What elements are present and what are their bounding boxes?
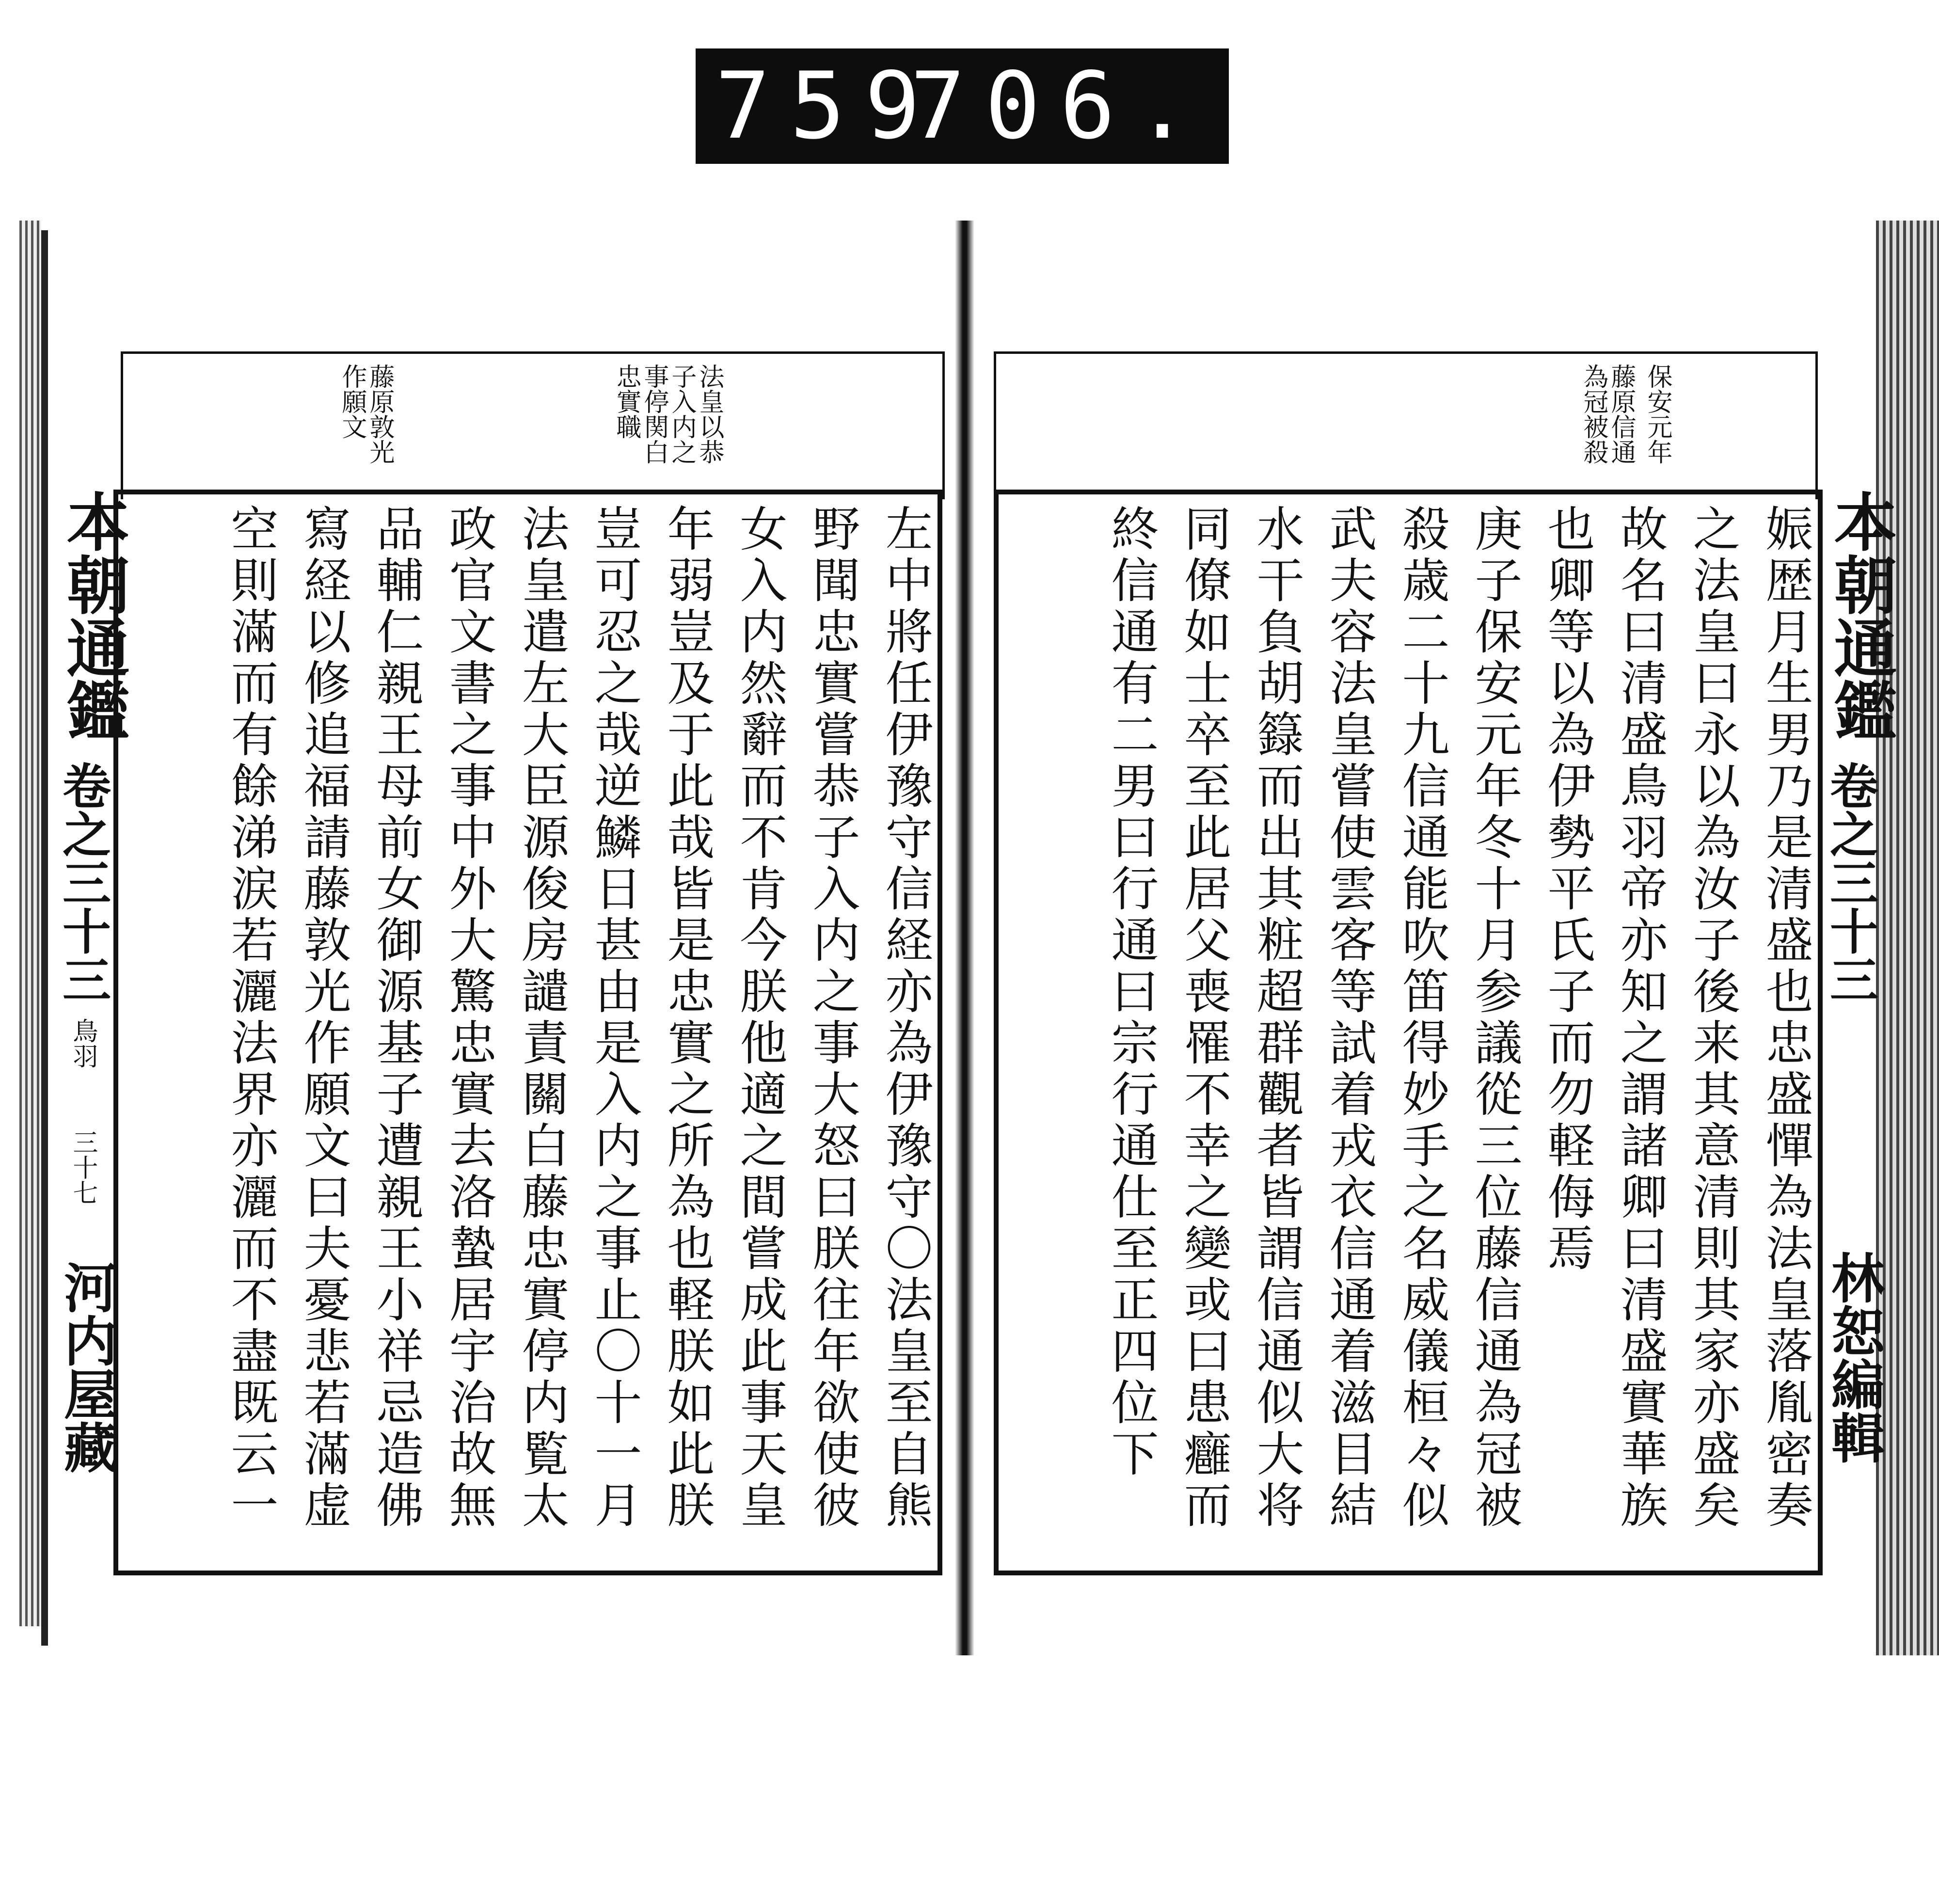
left-column-3: 女入内然辭而不肯今朕他適之間嘗成此事天皇 bbox=[732, 504, 787, 1532]
left-column-2: 野聞忠實嘗恭子入内之事大怒曰朕往年欲使彼 bbox=[805, 504, 860, 1532]
left-column-1: 左中將任伊豫守信経亦為伊豫守〇法皇至自熊 bbox=[877, 504, 933, 1532]
left-column-8: 品輔仁親王母前女御源基子遭親王小祥忌造佛 bbox=[368, 504, 424, 1532]
right-column-10: 終信通有二男曰行通曰宗行通仕至正四位下 bbox=[1103, 504, 1159, 1480]
right-headnote-box bbox=[994, 351, 1818, 499]
right-column-8: 水干負胡籙而出其粧超群觀者皆謂信通似大将 bbox=[1249, 504, 1304, 1532]
right-headnote-1a: 保安元年 bbox=[1643, 364, 1672, 464]
left-margin-section: 鳥羽 bbox=[68, 1018, 97, 1068]
left-margin-strip bbox=[48, 490, 130, 1575]
right-headnote-2a: 藤原信通 bbox=[1606, 364, 1636, 464]
left-column-6: 法皇遣左大臣源俊房譴責關白藤忠實停内覧太 bbox=[514, 504, 569, 1532]
left-headnote-1b: 子入内之 bbox=[667, 364, 696, 464]
left-headnote-2b: 作願文 bbox=[337, 364, 366, 439]
left-column-5: 豈可忍之哉逆鱗日甚由是入内之事止〇十一月 bbox=[587, 504, 642, 1532]
left-margin-volume: 卷之三十三 bbox=[54, 761, 111, 1003]
left-headnote-1c: 事停関白 bbox=[639, 364, 668, 464]
book-gutter bbox=[955, 221, 974, 1655]
right-margin-volume: 卷之三十三 bbox=[1822, 761, 1879, 1003]
left-column-4: 年弱豈及于此哉皆是忠實之所為也軽朕如此朕 bbox=[659, 504, 715, 1532]
right-page bbox=[979, 230, 1898, 1646]
right-margin-title: 本朝通鑑 bbox=[1824, 490, 1898, 742]
right-column-4: 也卿等以為伊勢平氏子而勿軽侮焉 bbox=[1540, 504, 1595, 1275]
left-margin-title: 本朝通鑑 bbox=[56, 490, 130, 742]
left-page-edges bbox=[19, 221, 41, 1626]
left-column-10: 空則滿而有餘涕涙若灑法界亦灑而不盡既云一 bbox=[223, 504, 278, 1532]
right-headnote-2b: 為冠被殺 bbox=[1579, 364, 1608, 464]
right-column-3: 故名曰清盛鳥羽帝亦知之謂諸卿曰清盛實華族 bbox=[1612, 504, 1668, 1532]
left-margin-publisher: 河内屋藏 bbox=[55, 1260, 118, 1474]
call-number-label bbox=[696, 48, 1229, 164]
right-column-6: 殺歳二十九信通能吹笛得妙手之名威儀桓々似 bbox=[1394, 504, 1449, 1532]
right-column-5: 庚子保安元年冬十月参議從三位藤信通為冠被 bbox=[1467, 504, 1522, 1532]
call-number-left: 759 bbox=[715, 52, 940, 159]
left-column-9: 寫経以修追福請藤敦光作願文曰夫憂悲若滿虚 bbox=[296, 504, 351, 1532]
left-page bbox=[41, 230, 971, 1646]
right-column-7: 武夫容法皇嘗使雲客等試着戎衣信通着滋目結 bbox=[1321, 504, 1377, 1532]
open-book bbox=[19, 221, 1939, 1655]
left-headnote-1d: 忠實職 bbox=[612, 364, 641, 439]
call-number-right: 706. bbox=[910, 52, 1209, 159]
left-headnote-1a: 法皇以恭 bbox=[695, 364, 724, 464]
right-column-1: 娠歴月生男乃是清盛也忠盛憚為法皇落胤密奏 bbox=[1758, 504, 1813, 1532]
left-column-7: 政官文書之事中外大驚忠實去洛蟄居宇治故無 bbox=[441, 504, 496, 1532]
right-column-2: 之法皇曰永以為汝子後来其意清則其家亦盛矣 bbox=[1685, 504, 1740, 1532]
left-text-frame bbox=[113, 490, 942, 1575]
right-column-9: 同僚如士卒至此居父喪罹不幸之變或曰患癰而 bbox=[1176, 504, 1231, 1532]
right-margin-editor: 林恕編輯 bbox=[1823, 1251, 1885, 1464]
right-margin-strip bbox=[1815, 490, 1898, 1575]
left-headnote-box bbox=[121, 351, 945, 499]
left-headnote-2a: 藤原敦光 bbox=[365, 364, 394, 464]
left-margin-folio: 三十七 bbox=[68, 1129, 97, 1205]
right-text-frame bbox=[994, 490, 1823, 1575]
